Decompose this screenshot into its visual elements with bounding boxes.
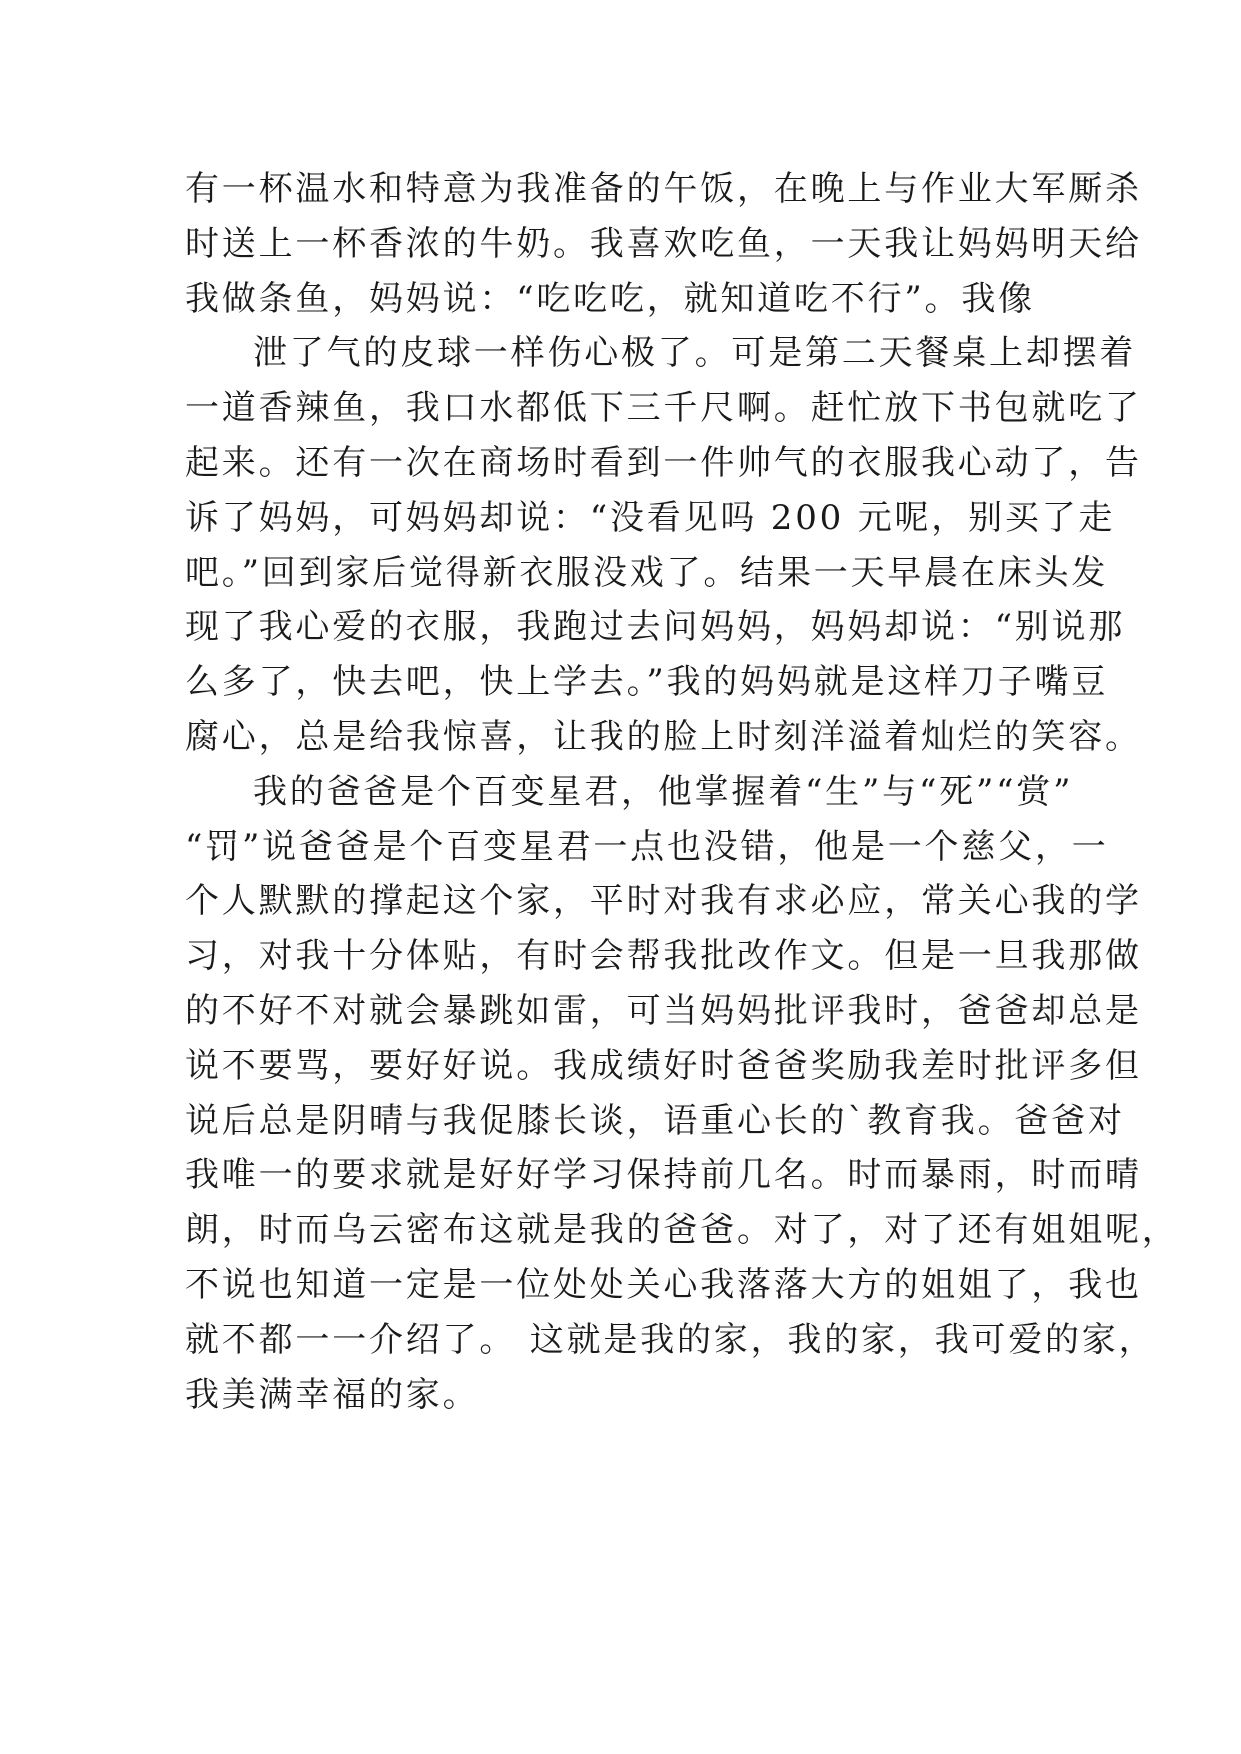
text-line: 一道香辣鱼，我口水都低下三千尺啊。赶忙放下书包就吃了 bbox=[185, 388, 1142, 429]
text-line: 我唯一的要求就是好好学习保持前几名。时而暴雨，时而晴 bbox=[185, 1155, 1142, 1196]
text-line: 我做条鱼，妈妈说：“吃吃吃，就知道吃不行”。我像 bbox=[185, 278, 1035, 319]
text-line-paragraph-start: 我的爸爸是个百变星君，他掌握着“生”与“死”“赏” bbox=[253, 771, 1074, 812]
text-line: 朗，时而乌云密布这就是我的爸爸。对了，对了还有姐姐呢， bbox=[185, 1210, 1179, 1251]
text-line: 不说也知道一定是一位处处关心我落落大方的姐姐了，我也 bbox=[185, 1264, 1142, 1305]
text-line: 习，对我十分体贴，有时会帮我批改作文。但是一旦我那做 bbox=[185, 936, 1142, 977]
text-line: 腐心，总是给我惊喜，让我的脸上时刻洋溢着灿烂的笑容。 bbox=[185, 716, 1142, 757]
text-line: 时送上一杯香浓的牛奶。我喜欢吃鱼，一天我让妈妈明天给 bbox=[185, 223, 1142, 264]
text-line: 我美满幸福的家。 bbox=[185, 1374, 480, 1415]
text-line: 起来。还有一次在商场时看到一件帅气的衣服我心动了，告 bbox=[185, 442, 1142, 483]
text-line: “罚”说爸爸是个百变星君一点也没错，他是一个慈父，一 bbox=[185, 826, 1109, 867]
text-line-paragraph-start: 泄了气的皮球一样伤心极了。可是第二天餐桌上却摆着 bbox=[253, 333, 1137, 374]
text-line: 说不要骂，要好好说。我成绩好时爸爸奖励我差时批评多但 bbox=[185, 1045, 1142, 1086]
text-line: 有一杯温水和特意为我准备的午饭，在晚上与作业大军厮杀 bbox=[185, 169, 1142, 209]
text-line: 的不好不对就会暴跳如雷，可当妈妈批评我时，爸爸却总是 bbox=[185, 990, 1142, 1031]
text-line: 就不都一一介绍了。 这就是我的家，我的家，我可爱的家， bbox=[185, 1319, 1156, 1360]
text-line: 吧。”回到家后觉得新衣服没戏了。结果一天早晨在床头发 bbox=[185, 552, 1109, 593]
essay-text bbox=[185, 162, 1179, 1422]
text-line: 诉了妈妈，可妈妈却说：“没看见吗 200 元呢，别买了走 bbox=[185, 497, 1116, 538]
text-line: 么多了，快去吧，快上学去。”我的妈妈就是这样刀子嘴豆 bbox=[185, 662, 1109, 703]
text-line: 现了我心爱的衣服，我跑过去问妈妈，妈妈却说：“别说那 bbox=[185, 607, 1126, 648]
text-line: 个人默默的撑起这个家，平时对我有求必应，常关心我的学 bbox=[185, 881, 1142, 922]
text-line: 说后总是阴晴与我促膝长谈，语重心长的`教育我。爸爸对 bbox=[185, 1100, 1125, 1141]
